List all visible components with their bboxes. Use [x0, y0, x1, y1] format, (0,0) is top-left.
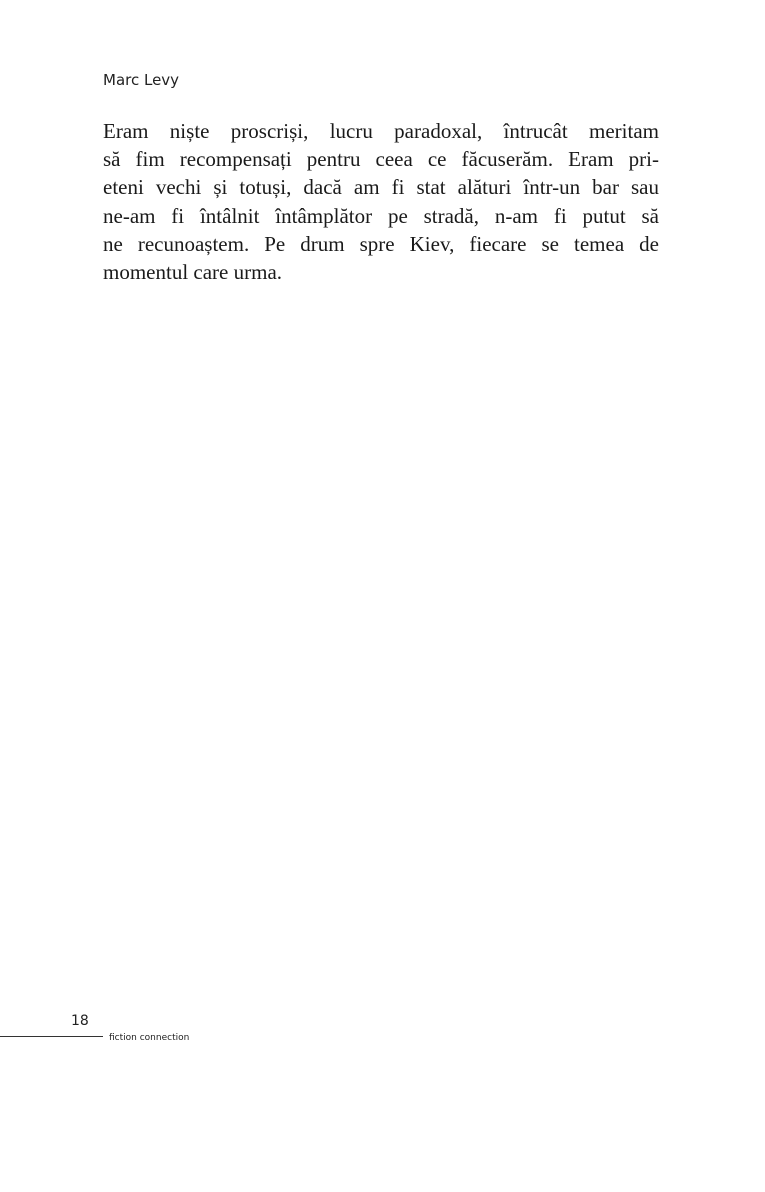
- text-line: să fim recompensați pentru ceea ce făcuserăm. Eram pri-: [103, 147, 659, 172]
- text-line: ne-am fi întâlnit întâmplător pe stradă, n-am fi putut să: [103, 203, 659, 228]
- page-number: 18: [71, 1013, 89, 1029]
- text-line: ne recunoaștem. Pe drum spre Kiev, fiecare se temea de: [103, 231, 659, 256]
- footer-imprint: fiction connection: [109, 1033, 190, 1043]
- text-line: momentul care urma.: [103, 260, 283, 285]
- running-head: Marc Levy: [103, 71, 180, 89]
- text-line: eteni vechi și totuși, dacă am fi stat alături într-un bar sau: [103, 175, 659, 200]
- footer-rule: [0, 1036, 103, 1037]
- body-paragraph: [103, 117, 659, 286]
- text-line: Eram niște proscriși, lucru paradoxal, întrucât meritam: [103, 119, 659, 143]
